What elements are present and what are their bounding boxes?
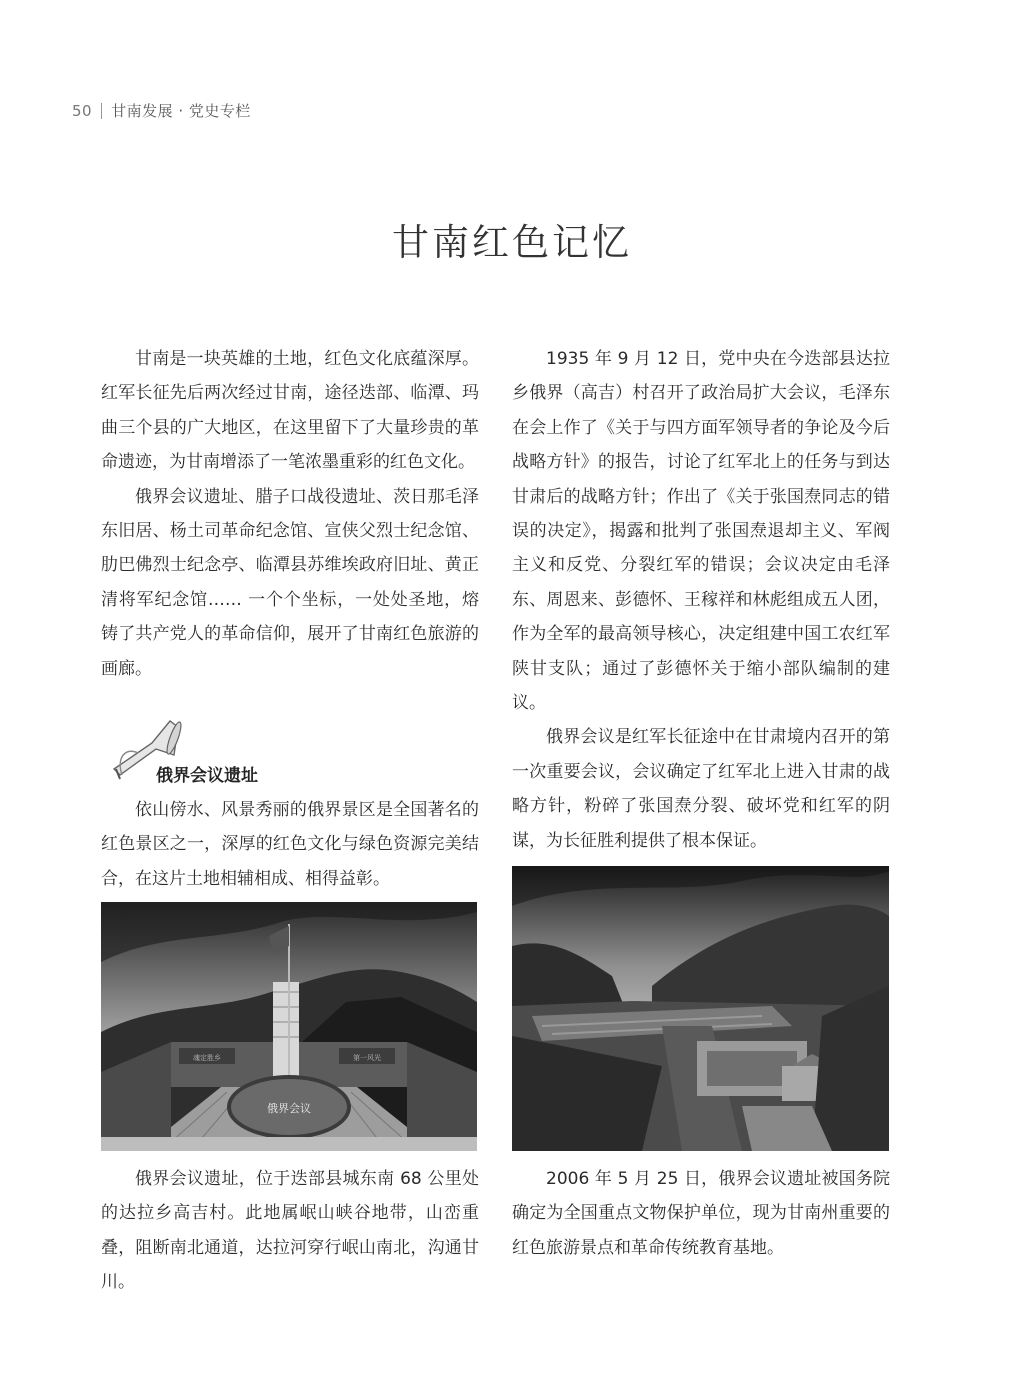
left-column-caption — [101, 1162, 479, 1300]
subheading — [108, 717, 488, 787]
sign-text-right: 第一风光 — [353, 1054, 381, 1062]
paragraph: 甘南是一块英雄的土地，红色文化底蕴深厚。红军长征先后两次经过甘南，途径迭部、临潭、玛曲三个县的广大地区，在这里留下了大量珍贵的革命遗迹，为甘南增添了一笔浓墨重彩的红色文化。 — [101, 349, 479, 473]
paragraph: 俄界会议是红军长征途中在甘肃境内召开的第一次重要会议，会议确定了红军北上进入甘肃的战略方针，粉碎了张国焘分裂、破坏党和红军的阴谋，为长征胜利提供了根本保证。 — [512, 727, 890, 851]
subheading-label: 俄界会议遗址 — [156, 766, 258, 786]
right-column-caption — [512, 1162, 890, 1265]
left-column-intro — [101, 342, 479, 686]
right-column — [512, 342, 890, 858]
section-name: 甘南发展 · 党史专栏 — [111, 102, 251, 120]
flowerbed-text: 俄界会议 — [267, 1102, 311, 1115]
header-divider — [101, 103, 102, 119]
sign-text-left: 魂定胜乡 — [193, 1054, 221, 1062]
paragraph: 1935 年 9 月 12 日，党中央在今迭部县达拉乡俄界（高吉）村召开了政治局扩大会议，毛泽东在会上作了《关于与四方面军领导者的争论及今后战略方针》的报告，讨论了红军北上的任务与到达甘肃后的战略方针；作出了《关于张国焘同志的错误的决定》，揭露和批判了张国焘退却主义、军阀主义和反党、分裂红军的错误；会议决定由毛泽东、周恩来、彭德怀、王稼祥和林彪组成五人团，作为全军的最高领导核心，决定组建中国工农红军陕甘支队；通过了彭德怀关于缩小部队编制的建议。 — [512, 349, 890, 714]
running-header — [72, 100, 251, 121]
paragraph: 2006 年 5 月 25 日，俄界会议遗址被国务院确定为全国重点文物保护单位，现为甘南州重要的红色旅游景点和革命传统教育基地。 — [512, 1169, 890, 1258]
photo-memorial-site — [101, 902, 477, 1151]
article-title: 甘南红色记忆 — [392, 221, 632, 264]
left-column-section — [101, 793, 479, 896]
page-number: 50 — [72, 101, 93, 120]
paragraph: 依山傍水、风景秀丽的俄界景区是全国著名的红色景区之一，深厚的红色文化与绿色资源完美结合，在这片土地相辅相成、相得益彰。 — [101, 800, 479, 889]
paragraph: 俄界会议遗址、腊子口战役遗址、茨日那毛泽东旧居、杨土司革命纪念馆、宣侠父烈士纪念馆、肋巴佛烈士纪念亭、临潭县苏维埃政府旧址、黄正清将军纪念馆…… 一个个坐标，一处处圣地，熔铸了共产党人的革命信仰，展开了甘南红色旅游的画廊。 — [101, 486, 479, 679]
photo-aerial-village — [512, 866, 889, 1151]
paragraph: 俄界会议遗址，位于迭部县城东南 68 公里处的达拉乡高吉村。此地属岷山峡谷地带，山峦重叠，阻断南北通道，达拉河穿行岷山南北，沟通甘川。 — [101, 1169, 479, 1293]
